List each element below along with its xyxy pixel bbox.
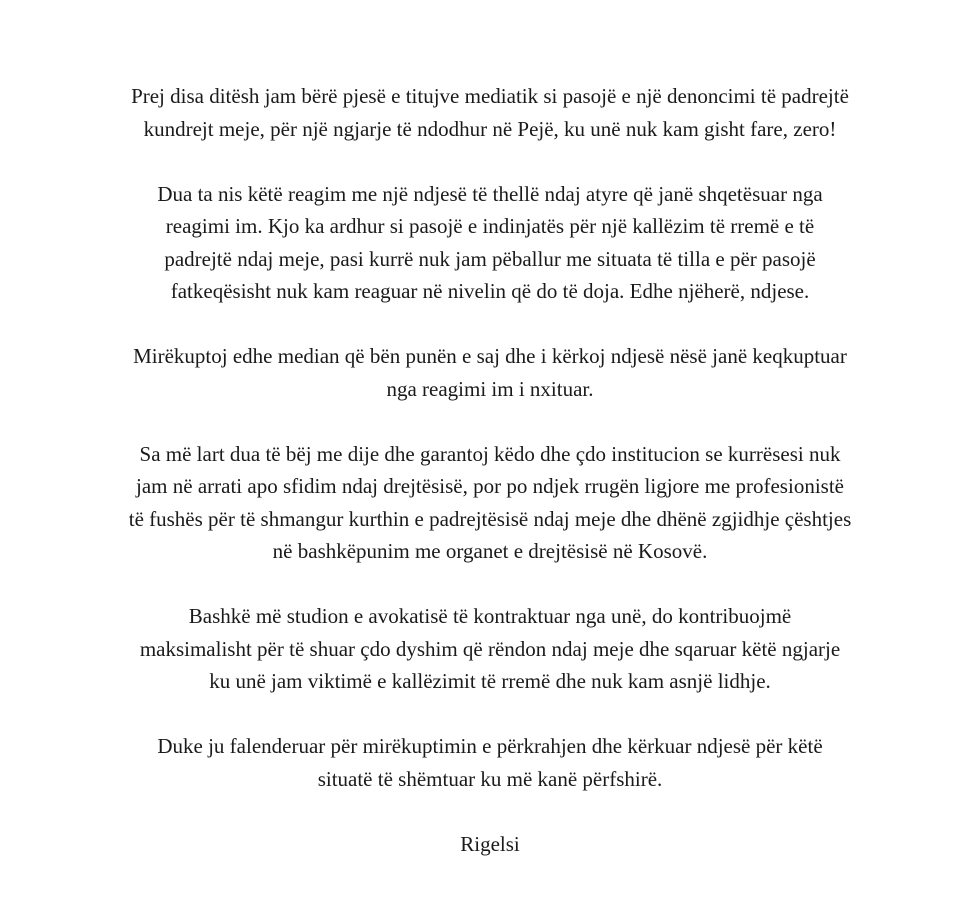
text-line: Bashkë më studion e avokatisë të kontraktuar nga unë, do kontribuojmë (188, 604, 792, 628)
text-line: ku unë jam viktimë e kallëzimit të rremë dhe nuk kam asnjë lidhje. (209, 669, 771, 693)
text-line: Mirëkuptoj edhe median që bën punën e saj dhe i kërkoj ndjesë nësë janë keqkuptuar (133, 344, 847, 368)
text-line: Prej disa ditësh jam bërë pjesë e titujve mediatik si pasojë e një denoncimi të padrejtë (131, 84, 849, 108)
text-line: fatkeqësisht nuk kam reaguar në nivelin që do të doja. Edhe njëherë, ndjese. (170, 279, 810, 303)
text-line: të fushës për të shmangur kurthin e padrejtësisë ndaj meje dhe dhënë zgjidhje çështjes (128, 506, 852, 531)
text-line: kundrejt meje, për një ngjarje të ndodhur në Pejë, ku unë nuk kam gisht fare, zero! (143, 116, 837, 141)
text-line: Dua ta nis këtë reagim me një ndjesë të thellë ndaj atyre që janë shqetësuar nga (157, 181, 823, 206)
paragraph-1 (45, 80, 935, 145)
text-line: Sa më lart dua të bëj me dije dhe garantoj këdo dhe çdo institucion se kurrësesi nuk (139, 441, 841, 466)
text-line: Duke ju falenderuar për mirëkuptimin e përkrahjen dhe kërkuar ndjesë për këtë (157, 734, 823, 758)
paragraph-3 (45, 340, 935, 405)
paragraph-4 (45, 438, 935, 568)
signature: Rigelsi (460, 831, 520, 856)
statement-body (45, 80, 935, 860)
text-line: padrejtë ndaj meje, pasi kurrë nuk jam pëballur me situata të tilla e për pasojë (164, 246, 816, 271)
paragraph-5 (45, 600, 935, 698)
paragraph-2 (45, 178, 935, 308)
text-line: jam në arrati apo sfidim ndaj drejtësisë, por po ndjek rrugën ligjore me profesionistë (136, 474, 844, 498)
paragraph-6 (45, 730, 935, 795)
text-line: maksimalisht për të shuar çdo dyshim që rëndon ndaj meje dhe sqaruar këtë ngjarje (139, 636, 841, 661)
text-line: në bashkëpunim me organet e drejtësisë në Kosovë. (272, 539, 708, 563)
text-line: situatë të shëmtuar ku më kanë përfshirë. (317, 766, 663, 791)
text-line: reagimi im. Kjo ka ardhur si pasojë e indinjatës për një kallëzim të rremë e të (165, 214, 815, 238)
text-line: nga reagimi im i nxituar. (386, 376, 594, 401)
